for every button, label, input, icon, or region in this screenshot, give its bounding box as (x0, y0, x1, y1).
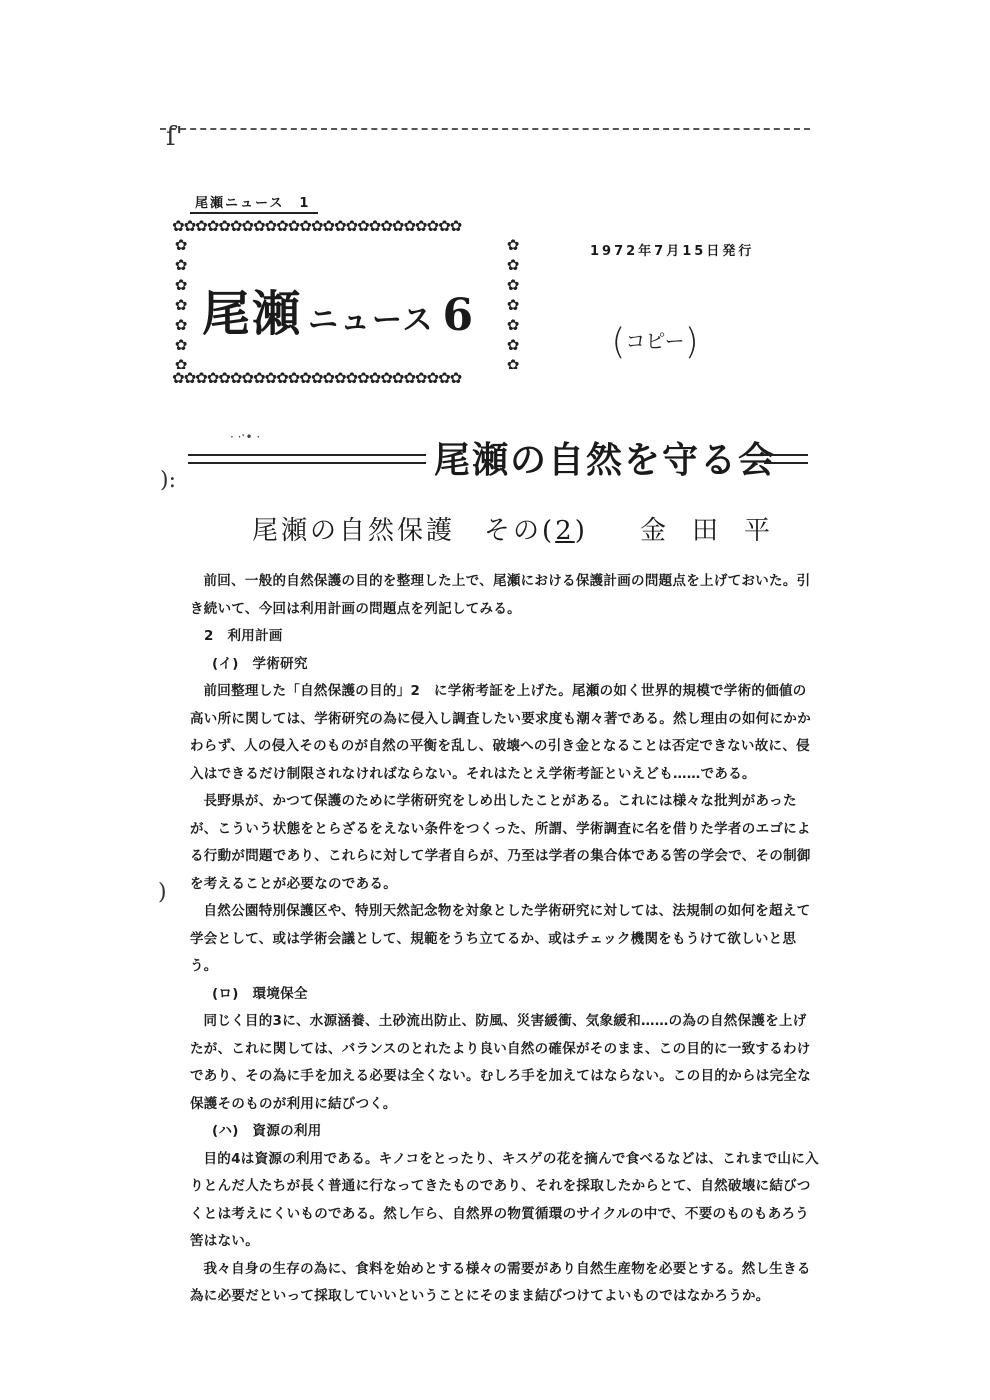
series-underline (190, 212, 318, 214)
handwritten-copy-text: コピー (625, 329, 685, 353)
subsection-heading-c: (ハ) 資源の利用 (212, 1123, 322, 1139)
paragraph-research: 前回整理した「自然保護の目的」2 に学術考証を上げた。尾瀬の如く世界的規模で学術的価値の高い所に関しては、学術研究の為に侵入し調査したい要求度も潮々著である。然し理由の如何にかかわらず、人の侵入そのものが自然の平衡を乱し、破壊への引き金となることは否定できない故に、侵入はできるだけ制限されなければならない。それはたとえ学術考証といえども……である。 (190, 683, 811, 782)
banner-double-rule-right (764, 454, 808, 464)
paragraph-regulation: 自然公園特別保護区や、特別天然記念物を対象とした学術研究に対しては、法規制の如何を超えて学会として、或は学術会議として、規範をうち立てるか、或はチェック機関をもうけて欲しいと思う。 (190, 903, 811, 974)
flower-border-top-icon: ✿✿✿✿✿✿✿✿✿✿✿✿✿✿✿✿✿✿✿✿✿✿✿✿✿ (172, 217, 462, 235)
subsection-heading-a: (イ) 学術研究 (212, 655, 308, 672)
flower-border-bottom-icon: ✿✿✿✿✿✿✿✿✿✿✿✿✿✿✿✿✿✿✿✿✿✿✿✿✿ (172, 369, 462, 387)
margin-mark: ): (160, 468, 176, 493)
top-dashed-rule (160, 128, 810, 130)
section-heading: 2 利用計画 (204, 628, 283, 644)
issue-number: 6 (442, 290, 474, 341)
series-label: 尾瀬ニュース 1 (195, 196, 311, 211)
paragraph-environment: 同じく目的3に、水源涵養、土砂流出防止、防風、災害緩衝、気象緩和……の為の自然保護を上げたが、これに関しては、バランスのとれたより良い自然の確保がそのまま、この目的に一致するわけであり、その為に手を加える必要は全くない。むしろ手を加えてはならない。この目的からは完全な保護そのものが利用に結びつく。 (190, 1013, 811, 1112)
issue-date: 1972年7月15日発行 (590, 244, 755, 259)
article-title-number: 2 (555, 516, 575, 546)
banner-double-rule-left (188, 454, 426, 464)
article-title-prefix: 尾瀬の自然保護 その( (252, 516, 556, 546)
corner-mark: ſ' (166, 122, 183, 152)
subsection-heading-b: (ロ) 環境保全 (212, 985, 308, 1002)
article-title (252, 510, 588, 547)
margin-mark-2: ) (158, 880, 167, 905)
newsletter-title-kanji: 尾瀬 (202, 286, 303, 342)
paragraph-resources: 目的4は資源の利用である。キノコをとったり、キスゲの花を摘んで食べるなどは、これまで山に入りとんだ人たちが長く普通に行なってきたものであり、それを採取したからとて、自然破壊に結びつくとは考えにくいものである。然し乍ら、自然界の物質循環のサイクルの中で、不要のものもあろう筈はない。 (190, 1150, 819, 1249)
flower-border-right-icon: ✿ ✿ ✿ ✿ ✿ ✿ ✿ (506, 236, 520, 369)
organization-name: 尾瀬の自然を守る会 (434, 440, 777, 481)
newsletter-title (202, 275, 502, 344)
organization-banner (188, 432, 808, 480)
paragraph-needs: 我々自身の生存の為に、食料を始めとする様々の需要があり自然生産物を必要とする。然し生きる為に必要だといって採取していいということにそのまま結びつけてよいものではなかろうか。 (190, 1260, 811, 1304)
article-body (190, 568, 820, 1311)
paragraph-nagano: 長野県が、かつて保護のために学術研究をしめ出したことがある。これには様々な批判があったが、こういう状態をとらざるをえない条件をつくった、所謂、学術調査に名を借りた学者のエゴによる行動が問題であり、これらに対して学者自らが、乃至は学者の集合体である筈の学会で、その制御を考えることが必要なのである。 (190, 793, 811, 892)
paragraph-intro: 前回、一般的自然保護の目的を整理した上で、尾瀬における保護計画の問題点を上げておいた。引き続いて、今回は利用計画の問題点を列記してみる。 (190, 573, 811, 617)
article-author: 金田平 (640, 516, 797, 546)
handwritten-copy-note: (コピー) (611, 321, 699, 363)
title-box (172, 217, 522, 387)
newsletter-title-kana: ニュース (308, 303, 435, 338)
flower-border-left-icon: ✿ ✿ ✿ ✿ ✿ ✿ ✿ (174, 236, 188, 369)
speckle-dots: · ·ˑ• · (230, 430, 261, 444)
article-title-suffix: ) (574, 516, 588, 546)
